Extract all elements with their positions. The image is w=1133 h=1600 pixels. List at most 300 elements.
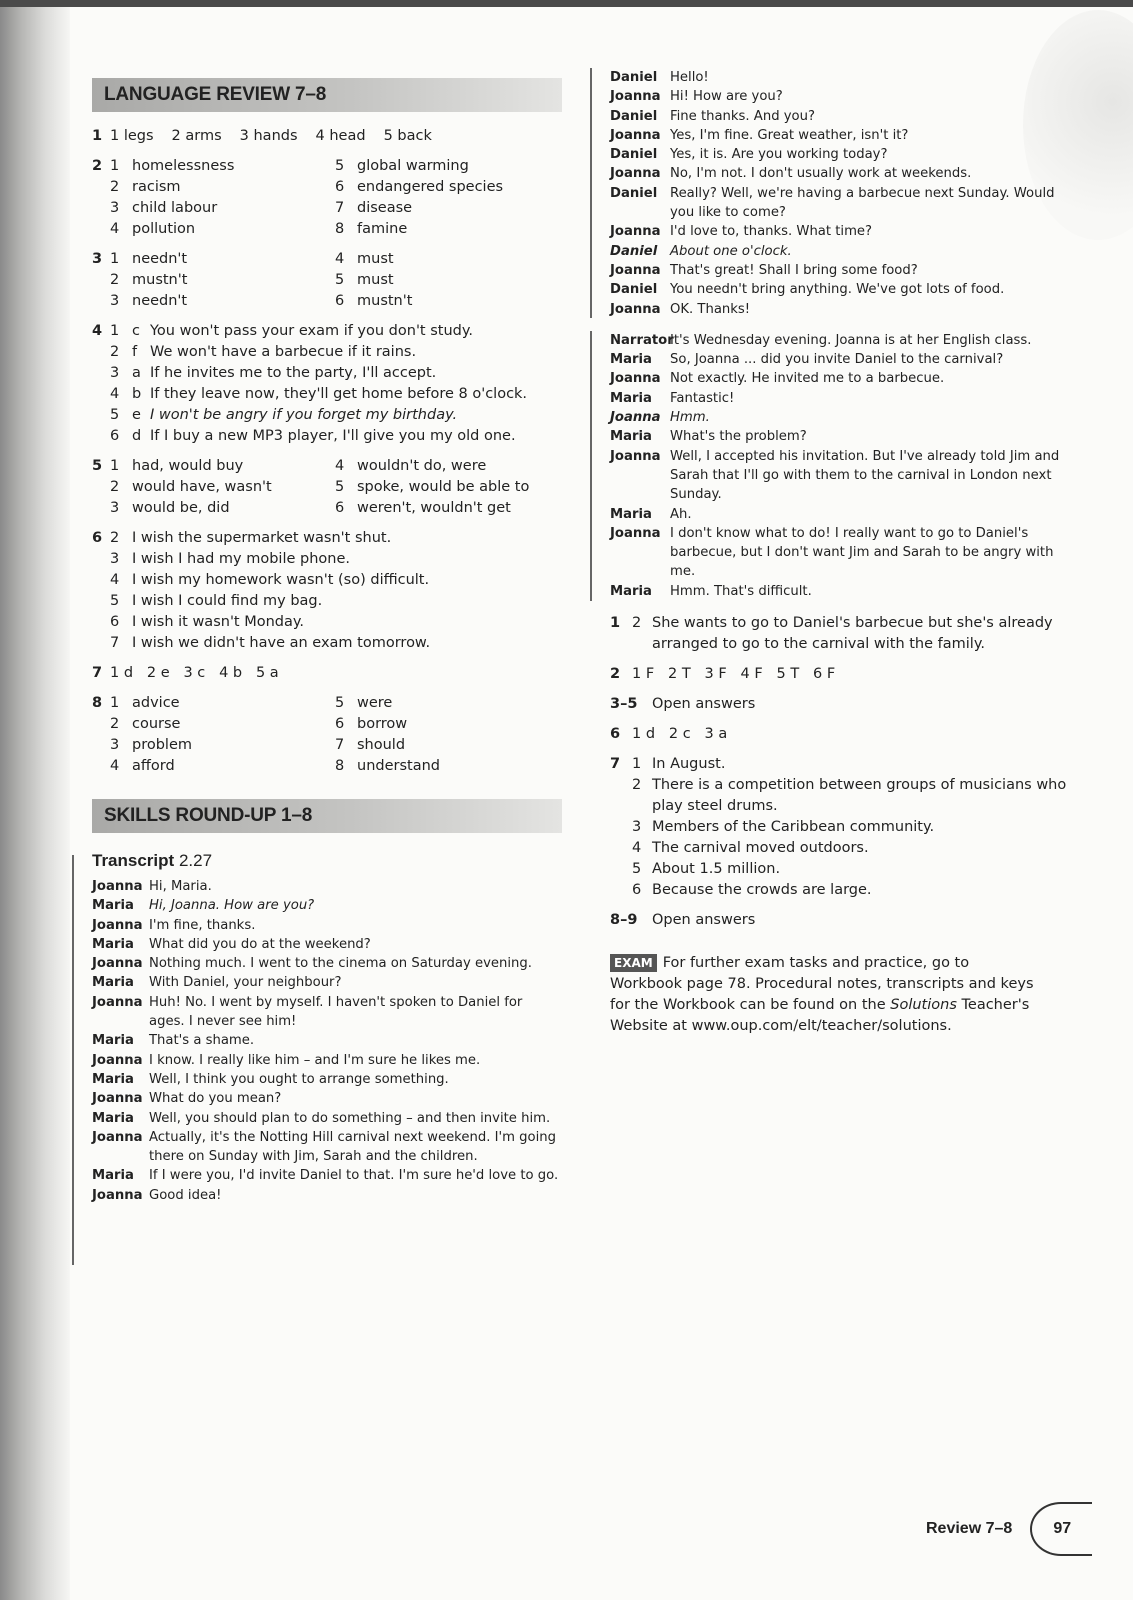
exercise-number: 7 <box>610 756 621 773</box>
item-number: 5 <box>110 593 120 609</box>
answer-right <box>335 735 562 756</box>
item-text: borrow <box>357 716 408 732</box>
answer-row <box>92 321 562 342</box>
item-text: 1 d 2 e 3 c 4 b 5 a <box>110 665 279 681</box>
line-text: Well, I think you ought to arrange something. <box>149 1071 449 1087</box>
answer-row <box>610 775 1080 817</box>
item-number: 4 <box>335 458 345 474</box>
exercise-ex3 <box>92 249 562 312</box>
transcript-line <box>610 145 1080 164</box>
line-text: Well, you should plan to do something – and then invite him. <box>149 1110 551 1126</box>
exercise-number <box>92 591 110 612</box>
item-number: 2 <box>632 777 642 794</box>
answer-left <box>110 456 335 477</box>
line-text: Ah. <box>670 506 692 522</box>
answer-row <box>92 198 562 219</box>
margin-rule <box>590 68 592 318</box>
speaker-name: Maria <box>92 975 134 991</box>
item-number: 3 <box>110 551 120 567</box>
item-text: spoke, would be able to <box>357 479 530 495</box>
answer-left <box>110 477 335 498</box>
answer-right <box>335 693 562 714</box>
answer-block <box>610 694 1080 715</box>
speaker-name: Joanna <box>92 1052 143 1068</box>
item-text: 1 d 2 c 3 a <box>632 726 728 743</box>
answer-row <box>92 591 562 612</box>
answer-row <box>92 177 562 198</box>
item-text: mustn't <box>357 293 413 309</box>
line-text: That's great! Shall I bring some food? <box>670 262 918 278</box>
line-text: What's the problem? <box>670 429 807 445</box>
transcript-line <box>92 1089 562 1108</box>
item-number: 1 <box>110 695 120 711</box>
item-number: 4 <box>335 251 345 267</box>
answer-row <box>610 859 1080 880</box>
transcript-right-b <box>610 331 1080 601</box>
exercise-number: 2 <box>610 666 621 683</box>
answer-row <box>92 612 562 633</box>
answer-left <box>110 693 335 714</box>
exercise-number <box>92 270 110 291</box>
item-text: I wish it wasn't Monday. <box>132 614 305 630</box>
transcript-line <box>92 1186 562 1205</box>
line-text: I'd love to, thanks. What time? <box>670 224 873 240</box>
line-text: So, Joanna ... did you invite Daniel to the carnival? <box>670 352 1004 368</box>
exercise-ex6 <box>92 528 562 654</box>
item-number: 2 <box>110 716 120 732</box>
exercise-number <box>92 633 110 654</box>
transcript-line <box>610 524 1080 582</box>
top-edge <box>0 0 1133 7</box>
item-text: 1 F 2 T 3 F 4 F 5 T 6 F <box>632 666 836 683</box>
answer-row <box>92 126 562 147</box>
transcript-line <box>92 1109 562 1128</box>
answer-row <box>92 633 562 654</box>
speaker-name: Joanna <box>92 1129 143 1145</box>
item-text: child labour <box>132 200 218 216</box>
item-text: 1 legs <box>110 128 154 144</box>
speaker-name: Maria <box>92 936 134 952</box>
exam-text-italic: Solutions <box>890 997 957 1014</box>
item-letter: b <box>132 386 142 402</box>
item-text: understand <box>357 758 440 774</box>
exercise-number: 3 <box>92 251 103 267</box>
transcript-line <box>92 1051 562 1070</box>
answer-row <box>610 694 1080 715</box>
speaker-name: Maria <box>92 1168 134 1184</box>
item-number: 1 <box>110 158 120 174</box>
transcript-line <box>92 954 562 973</box>
exercise-number: 3–5 <box>610 696 638 713</box>
answer-row <box>610 838 1080 859</box>
answers-list <box>610 613 1080 931</box>
item-text: pollution <box>132 221 196 237</box>
answer-row <box>92 756 562 777</box>
answer-row <box>610 664 1080 685</box>
exercise-ex4 <box>92 321 562 447</box>
section-title: SKILLS ROUND-UP 1–8 <box>104 805 313 826</box>
item-text: If they leave now, they'll get home before 8 o'clock. <box>150 386 528 402</box>
item-text: The carnival moved outdoors. <box>652 840 869 857</box>
item-number: 6 <box>335 179 345 195</box>
item-number: 7 <box>110 635 120 651</box>
exercise-number <box>92 756 110 777</box>
answer-row <box>92 270 562 291</box>
speaker-name: Daniel <box>610 70 658 85</box>
item-text: I wish I had my mobile phone. <box>132 551 350 567</box>
exercise-number <box>610 880 632 901</box>
page-number: 97 <box>1030 1502 1092 1556</box>
line-text: Hi, Joanna. How are you? <box>149 898 315 914</box>
item-text: needn't <box>132 251 188 267</box>
item-text: would be, did <box>132 500 230 516</box>
transcript-line <box>610 68 1080 87</box>
answer-left <box>110 177 335 198</box>
item-text: had, would buy <box>132 458 244 474</box>
item-text: You won't pass your exam if you don't study. <box>150 323 473 339</box>
item-text: I wish we didn't have an exam tomorrow. <box>132 635 431 651</box>
exercise-number <box>610 817 632 838</box>
line-text: Actually, it's the Notting Hill carnival next weekend. I'm going there on Sunday with Jim, Sarah and the children. <box>149 1129 556 1165</box>
item-text: I won't be angry if you forget my birthday. <box>150 407 458 423</box>
speaker-name: Joanna <box>610 410 661 426</box>
item-number: 5 <box>110 407 120 423</box>
exercise-number <box>610 838 632 859</box>
section-banner-language-review <box>92 78 562 112</box>
item-number: 3 <box>632 819 642 836</box>
exercise-number <box>92 405 110 426</box>
answer-row <box>92 714 562 735</box>
answer-left <box>110 219 335 240</box>
answer-row <box>92 291 562 312</box>
margin-rule <box>72 855 74 1265</box>
exercise-list <box>92 126 562 777</box>
item-number: 4 <box>110 221 120 237</box>
exercise-number: 8–9 <box>610 912 638 929</box>
transcript-line <box>610 350 1080 369</box>
exercise-number <box>92 612 110 633</box>
speaker-name: Maria <box>610 429 652 445</box>
answer-right <box>335 219 562 240</box>
answer-left <box>110 714 335 735</box>
item-text: were <box>357 695 393 711</box>
answer-block <box>610 664 1080 685</box>
answer-row <box>610 613 1080 655</box>
line-text: No, I'm not. I don't usually work at weekends. <box>670 166 972 182</box>
exercise-number <box>92 714 110 735</box>
answer-right <box>335 249 562 270</box>
item-number: 8 <box>335 221 345 237</box>
item-number: 6 <box>110 428 120 444</box>
item-letter: a <box>132 365 141 381</box>
exercise-number: 2 <box>92 158 103 174</box>
line-text: Really? Well, we're having a barbecue next Sunday. Would you like to come? <box>670 185 1055 221</box>
transcript-line <box>610 126 1080 145</box>
line-text: If I were you, I'd invite Daniel to that. I'm sure he'd love to go. <box>149 1168 559 1184</box>
exercise-number <box>92 426 110 447</box>
answer-left <box>110 291 335 312</box>
item-number: 6 <box>110 614 120 630</box>
exercise-number <box>92 384 110 405</box>
item-text: 4 head <box>315 128 366 144</box>
item-number: 1 <box>110 251 120 267</box>
item-number: 4 <box>110 572 120 588</box>
line-text: Good idea! <box>149 1187 222 1203</box>
speaker-name: Joanna <box>92 917 143 933</box>
exercise-number: 4 <box>92 323 103 339</box>
item-text: problem <box>132 737 192 753</box>
answer-block <box>610 754 1080 901</box>
item-text: 3 hands <box>239 128 298 144</box>
item-text: About 1.5 million. <box>652 861 781 878</box>
answer-row <box>610 880 1080 901</box>
item-text: disease <box>357 200 413 216</box>
item-text: wouldn't do, were <box>357 458 487 474</box>
answer-row <box>610 724 1080 745</box>
exercise-number: 6 <box>92 530 103 546</box>
transcript-line <box>610 447 1080 505</box>
exercise-number <box>92 498 110 519</box>
speaker-name: Joanna <box>92 994 143 1010</box>
item-number: 3 <box>110 365 120 381</box>
transcript-line <box>610 505 1080 524</box>
exercise-number <box>92 735 110 756</box>
speaker-name: Narrator <box>610 332 674 348</box>
line-text: What did you do at the weekend? <box>149 936 371 952</box>
answer-left <box>110 249 335 270</box>
exercise-number <box>92 198 110 219</box>
exercise-number: 6 <box>610 726 621 743</box>
exercise-number: 1 <box>610 615 621 632</box>
transcript-line <box>610 87 1080 106</box>
exercise-ex8 <box>92 693 562 777</box>
item-number: 2 <box>110 530 120 546</box>
answer-row <box>610 754 1080 775</box>
transcript-line <box>610 261 1080 280</box>
item-number: 5 <box>335 158 345 174</box>
exercise-number <box>92 570 110 591</box>
exercise-number <box>92 291 110 312</box>
speaker-name: Joanna <box>610 301 661 317</box>
item-text: advice <box>132 695 180 711</box>
item-number: 2 <box>110 479 120 495</box>
item-text: If he invites me to the party, I'll accept. <box>150 365 437 381</box>
footer-label: Review 7–8 <box>926 1520 1013 1537</box>
answer-row <box>92 477 562 498</box>
answer-inline <box>110 126 562 147</box>
line-text: It's Wednesday evening. Joanna is at her English class. <box>670 332 1032 348</box>
item-number: 2 <box>110 179 120 195</box>
line-text: Hmm. That's difficult. <box>670 583 812 599</box>
item-number: 5 <box>335 479 345 495</box>
exam-text-b: Teacher's Website at www.oup.com/elt/teacher/solutions. <box>610 997 1030 1035</box>
item-letter: d <box>132 428 142 444</box>
item-number: 3 <box>110 500 120 516</box>
answer-right <box>335 270 562 291</box>
item-number: 8 <box>335 758 345 774</box>
speaker-name: Daniel <box>610 243 658 259</box>
transcript-line <box>92 896 562 915</box>
speaker-name: Maria <box>92 1033 134 1049</box>
item-text: famine <box>357 221 408 237</box>
transcript-line <box>92 1031 562 1050</box>
transcript-line <box>610 408 1080 427</box>
item-text: Because the crowds are large. <box>652 882 872 899</box>
item-number: 1 <box>110 458 120 474</box>
item-number: 7 <box>335 200 345 216</box>
line-text: Not exactly. He invited me to a barbecue. <box>670 371 945 387</box>
exercise-ex7 <box>92 663 562 684</box>
transcript-number: 2.27 <box>178 851 213 870</box>
answer-right <box>335 156 562 177</box>
transcript-line <box>610 280 1080 299</box>
answer-right <box>335 291 562 312</box>
page-footer <box>926 1502 1092 1556</box>
line-text: Yes, I'm fine. Great weather, isn't it? <box>670 127 909 143</box>
line-text: Hi, Maria. <box>149 879 212 894</box>
item-text: course <box>132 716 181 732</box>
line-text: That's a shame. <box>149 1033 255 1049</box>
answer-block <box>610 910 1080 931</box>
item-number: 1 <box>632 756 642 773</box>
speaker-name: Joanna <box>610 371 661 387</box>
item-text: should <box>357 737 406 753</box>
item-text: Members of the Caribbean community. <box>652 819 935 836</box>
transcript-line <box>92 916 562 935</box>
line-text: Hmm. <box>670 410 710 426</box>
answer-row <box>92 405 562 426</box>
section-title: LANGUAGE REVIEW 7–8 <box>104 84 327 105</box>
speaker-name: Daniel <box>610 147 658 163</box>
speaker-name: Joanna <box>610 525 661 541</box>
exam-text-a: For further exam tasks and practice, go to Workbook page 78. Procedural notes, transcripts and keys for the Workbook can be found on the <box>610 955 1034 1014</box>
answer-right <box>335 756 562 777</box>
speaker-name: Joanna <box>92 1091 143 1107</box>
line-text: You needn't bring anything. We've got lots of food. <box>670 282 1005 298</box>
line-text: I'm fine, thanks. <box>149 917 256 933</box>
speaker-name: Joanna <box>92 879 143 894</box>
item-number: 2 <box>110 344 120 360</box>
item-text: must <box>357 251 394 267</box>
speaker-name: Maria <box>92 898 134 914</box>
exam-note <box>610 953 1040 1037</box>
speaker-name: Joanna <box>610 166 661 182</box>
exercise-number: 5 <box>92 458 103 474</box>
answer-right <box>335 198 562 219</box>
answer-row <box>92 342 562 363</box>
left-column <box>92 78 562 1205</box>
item-number: 1 <box>110 323 120 339</box>
item-text: In August. <box>652 756 726 773</box>
item-number: 2 <box>110 272 120 288</box>
item-text: 5 back <box>383 128 432 144</box>
transcript-line <box>610 582 1080 601</box>
exam-badge: EXAM <box>610 954 657 972</box>
item-text: homelessness <box>132 158 235 174</box>
answer-left <box>110 270 335 291</box>
item-number: 6 <box>335 716 345 732</box>
transcript-line <box>610 427 1080 446</box>
item-text: weren't, wouldn't get <box>357 500 511 516</box>
line-text: Hi! How are you? <box>670 89 783 105</box>
exercise-ex1 <box>92 126 562 147</box>
exercise-number: 7 <box>92 665 103 681</box>
answer-block <box>610 613 1080 655</box>
transcript-line <box>92 1070 562 1089</box>
answer-left <box>110 156 335 177</box>
item-text: racism <box>132 179 181 195</box>
answer-left <box>110 498 335 519</box>
speaker-name: Maria <box>610 506 652 522</box>
exercise-number <box>92 342 110 363</box>
answer-right <box>335 477 562 498</box>
section-banner-skills-roundup <box>92 799 562 833</box>
exercise-number <box>92 219 110 240</box>
exercise-number <box>610 859 632 880</box>
item-number: 3 <box>110 200 120 216</box>
item-text: must <box>357 272 394 288</box>
exercise-number <box>92 549 110 570</box>
answer-row <box>92 426 562 447</box>
transcript-line <box>610 184 1080 223</box>
answer-right <box>335 714 562 735</box>
transcript-right-a <box>610 68 1080 319</box>
speaker-name: Joanna <box>610 224 661 240</box>
line-text: About one o'clock. <box>670 243 792 259</box>
line-text: Yes, it is. Are you working today? <box>670 147 888 163</box>
item-number: 6 <box>335 293 345 309</box>
transcript-line <box>610 300 1080 319</box>
answer-row <box>92 570 562 591</box>
answer-row <box>92 663 562 684</box>
answer-row <box>610 910 1080 931</box>
line-text: Fine thanks. And you? <box>670 108 815 124</box>
answer-row <box>92 363 562 384</box>
item-text: Open answers <box>652 696 756 713</box>
speaker-name: Joanna <box>610 262 661 278</box>
exercise-number: 8 <box>92 695 103 711</box>
exercise-ex2 <box>92 156 562 240</box>
item-number: 5 <box>335 272 345 288</box>
transcript-left <box>92 877 562 1205</box>
item-text: global warming <box>357 158 469 174</box>
answer-row <box>92 735 562 756</box>
answer-row <box>92 456 562 477</box>
answer-right <box>335 177 562 198</box>
line-text: What do you mean? <box>149 1091 282 1107</box>
item-text: I wish I could find my bag. <box>132 593 323 609</box>
book-spine-shadow <box>0 0 70 1600</box>
item-text: I wish the supermarket wasn't shut. <box>132 530 392 546</box>
item-text: I wish my homework wasn't (so) difficult. <box>132 572 430 588</box>
transcript-line <box>610 107 1080 126</box>
answer-right <box>335 456 562 477</box>
answer-right <box>335 498 562 519</box>
item-text: She wants to go to Daniel's barbecue but she's already arranged to go to the carnival with the family. <box>652 615 1053 653</box>
item-number: 5 <box>335 695 345 711</box>
transcript-line <box>610 331 1080 350</box>
line-text: Nothing much. I went to the cinema on Saturday evening. <box>149 956 532 972</box>
line-text: I know. I really like him – and I'm sure he likes me. <box>149 1052 481 1068</box>
item-number: 4 <box>110 386 120 402</box>
line-text: Hello! <box>670 70 709 85</box>
answer-left <box>110 756 335 777</box>
transcript-line <box>610 222 1080 241</box>
speaker-name: Maria <box>92 1071 134 1087</box>
answer-row <box>92 156 562 177</box>
transcript-line <box>610 369 1080 388</box>
answer-row <box>92 549 562 570</box>
